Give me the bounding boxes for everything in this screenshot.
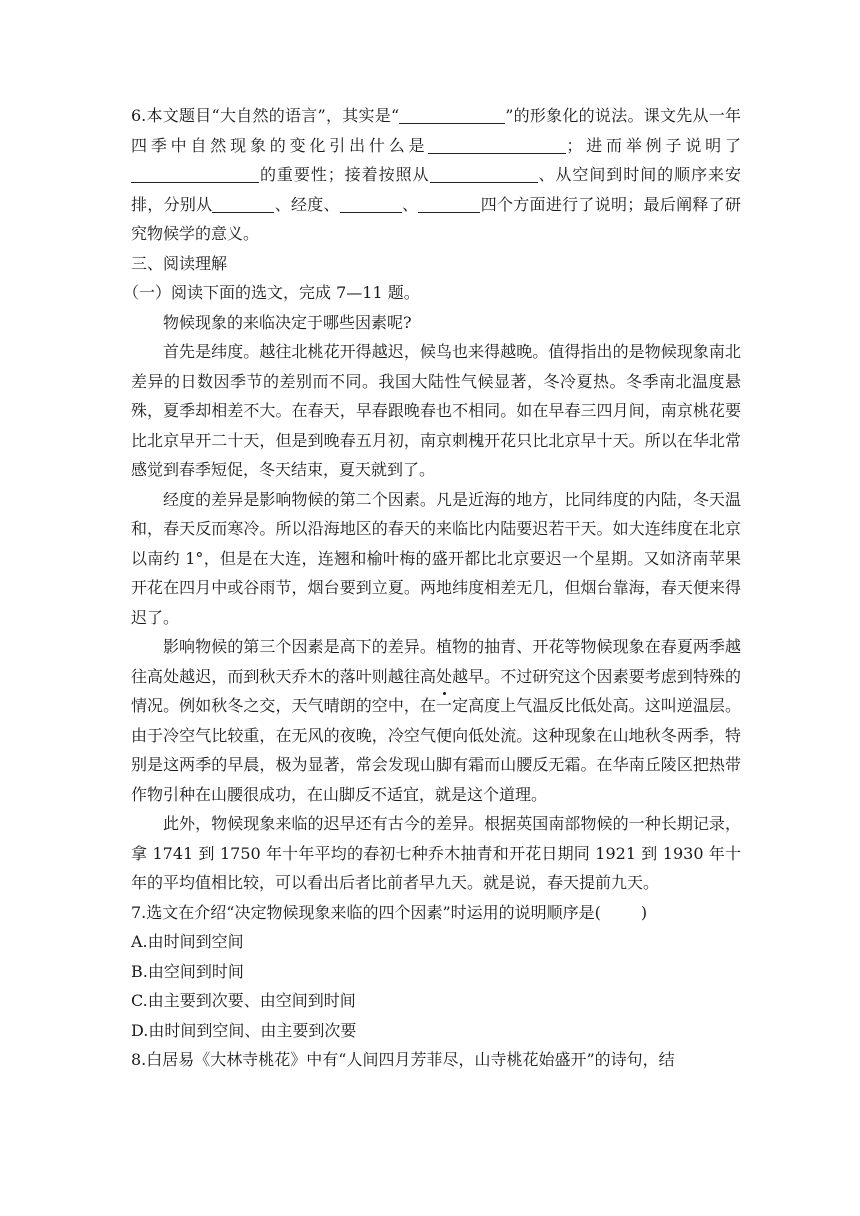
passage-paragraph-5: 此外，物候现象来临的迟早还有古今的差异。根据英国南部物候的一种长期记录，拿 1741 到 1750 年十年平均的春初七种乔木抽青和开花日期同 1921 到 1930 年十年的平均值相比较，可以看出后者比前者早九天。就是说，春天提前九天。 — [131, 814, 741, 892]
answer-blank-3[interactable] — [131, 164, 259, 183]
passage-paragraph-2: 首先是纬度。越往北桃花开得越迟，候鸟也来得越晚。值得指出的是物候现象南北差异的日数因季节的差别而不同。我国大陆性气候显著，冬冷夏热。冬季南北温度悬殊，夏季却相差不大。在春天，早春跟晚春也不相同。如在早春三四月间，南京桃花要比北京早开二十天，但是到晚春五月初，南京刺槐开花只比北京早十天。所以在华北常感觉到春季短促，冬天结束，夏天就到了。 — [131, 342, 741, 479]
q6-text-1: 6.本文题目“大自然的语言”，其实是“ — [131, 106, 400, 125]
answer-blank-6[interactable] — [340, 194, 402, 213]
q6-text-6: 、经度、 — [274, 194, 340, 214]
answer-blank-1[interactable] — [399, 105, 505, 124]
q6-text-3: ；进而举例子说明了 — [566, 135, 741, 155]
question-8-stem: 8.白居易《大林寺桃花》中有“人间四月芳菲尽，山寺桃花始盛开”的诗句，结 — [131, 1050, 675, 1069]
q6-text-8: 四个方面进行了说明；最后阐释了研究物候学的意义。 — [131, 194, 741, 243]
subsection-heading: （一）阅读下面的选文，完成 7—11 题。 — [123, 283, 420, 302]
passage-paragraph-1: 物候现象的来临决定于哪些因素呢? — [163, 312, 412, 332]
q6-text-4: 的重要性；接着按照从 — [259, 165, 430, 184]
q7-option-a: A.由时间到空间 — [131, 932, 244, 951]
paragraph-4-text-b: 定高度上气温反比低处高。这叫逆温层。由于冷空气比较重，在无风的夜晚，冷空气便向低处流。这种现象在山地秋冬两季，特别是这两季的早晨，极为显著，常会发现山脚有霜而山腰反无霜。在华南丘陵区把热带作物引种在山腰很成功，在山脚反不适宜，就是这个道理。 — [131, 696, 741, 804]
document-content — [123, 101, 741, 1075]
answer-blank-4[interactable] — [430, 164, 538, 183]
q7-stem-text: 7.选文在介绍“决定物候现象来临的四个因素”时运用的说明顺序是( — [131, 902, 601, 922]
answer-blank-5[interactable] — [212, 194, 274, 213]
q7-option-b: B.由空间到时间 — [131, 961, 244, 981]
q7-close-paren: ) — [640, 902, 648, 922]
q7-option-d: D.由时间到空间、由主要到次要 — [131, 1020, 357, 1040]
answer-blank-2[interactable] — [428, 135, 566, 154]
section-heading: 三、阅读理解 — [131, 253, 228, 273]
passage-paragraph-3: 经度的差异是影响物候的第二个因素。凡是近海的地方，比同纬度的内陆，冬天温和，春天反而寒冷。所以沿海地区的春天的来临比内陆要迟若干天。如大连纬度在北京以南约 1°，但是在大连，连翘和榆叶梅的盛开都比北京要迟一个星期。又如济南苹果开花在四月中或谷雨节，烟台要到立夏。两地纬度相差无几，但烟台靠海，春天便来得迟了。 — [131, 489, 741, 627]
q7-option-c: C.由主要到次要、由空间到时间 — [131, 991, 356, 1010]
q6-text-5: 、从空间到时间的顺序来安排，分别从 — [131, 165, 741, 214]
emphasis-dot-char: 一 — [436, 696, 453, 715]
q6-text-2: ”的形象化的说法。课文先从一年四季中自然现象的变化引出什么是 — [131, 106, 741, 155]
answer-blank-7[interactable] — [418, 194, 480, 213]
q6-text-7: 、 — [401, 194, 419, 214]
question-7-stem — [131, 898, 741, 928]
question-6 — [131, 101, 741, 249]
paragraph-4-text-a: 影响物候的第三个因素是高下的差异。植物的抽青、开花等物候现象在春夏两季越往高处越迟，而到秋天乔木的落叶则越往高处越早。不过研究这个因素要考虑到特殊的情况。例如秋冬之交，天气晴朗的空中，在 — [131, 637, 741, 715]
passage-paragraph-4 — [131, 632, 741, 809]
